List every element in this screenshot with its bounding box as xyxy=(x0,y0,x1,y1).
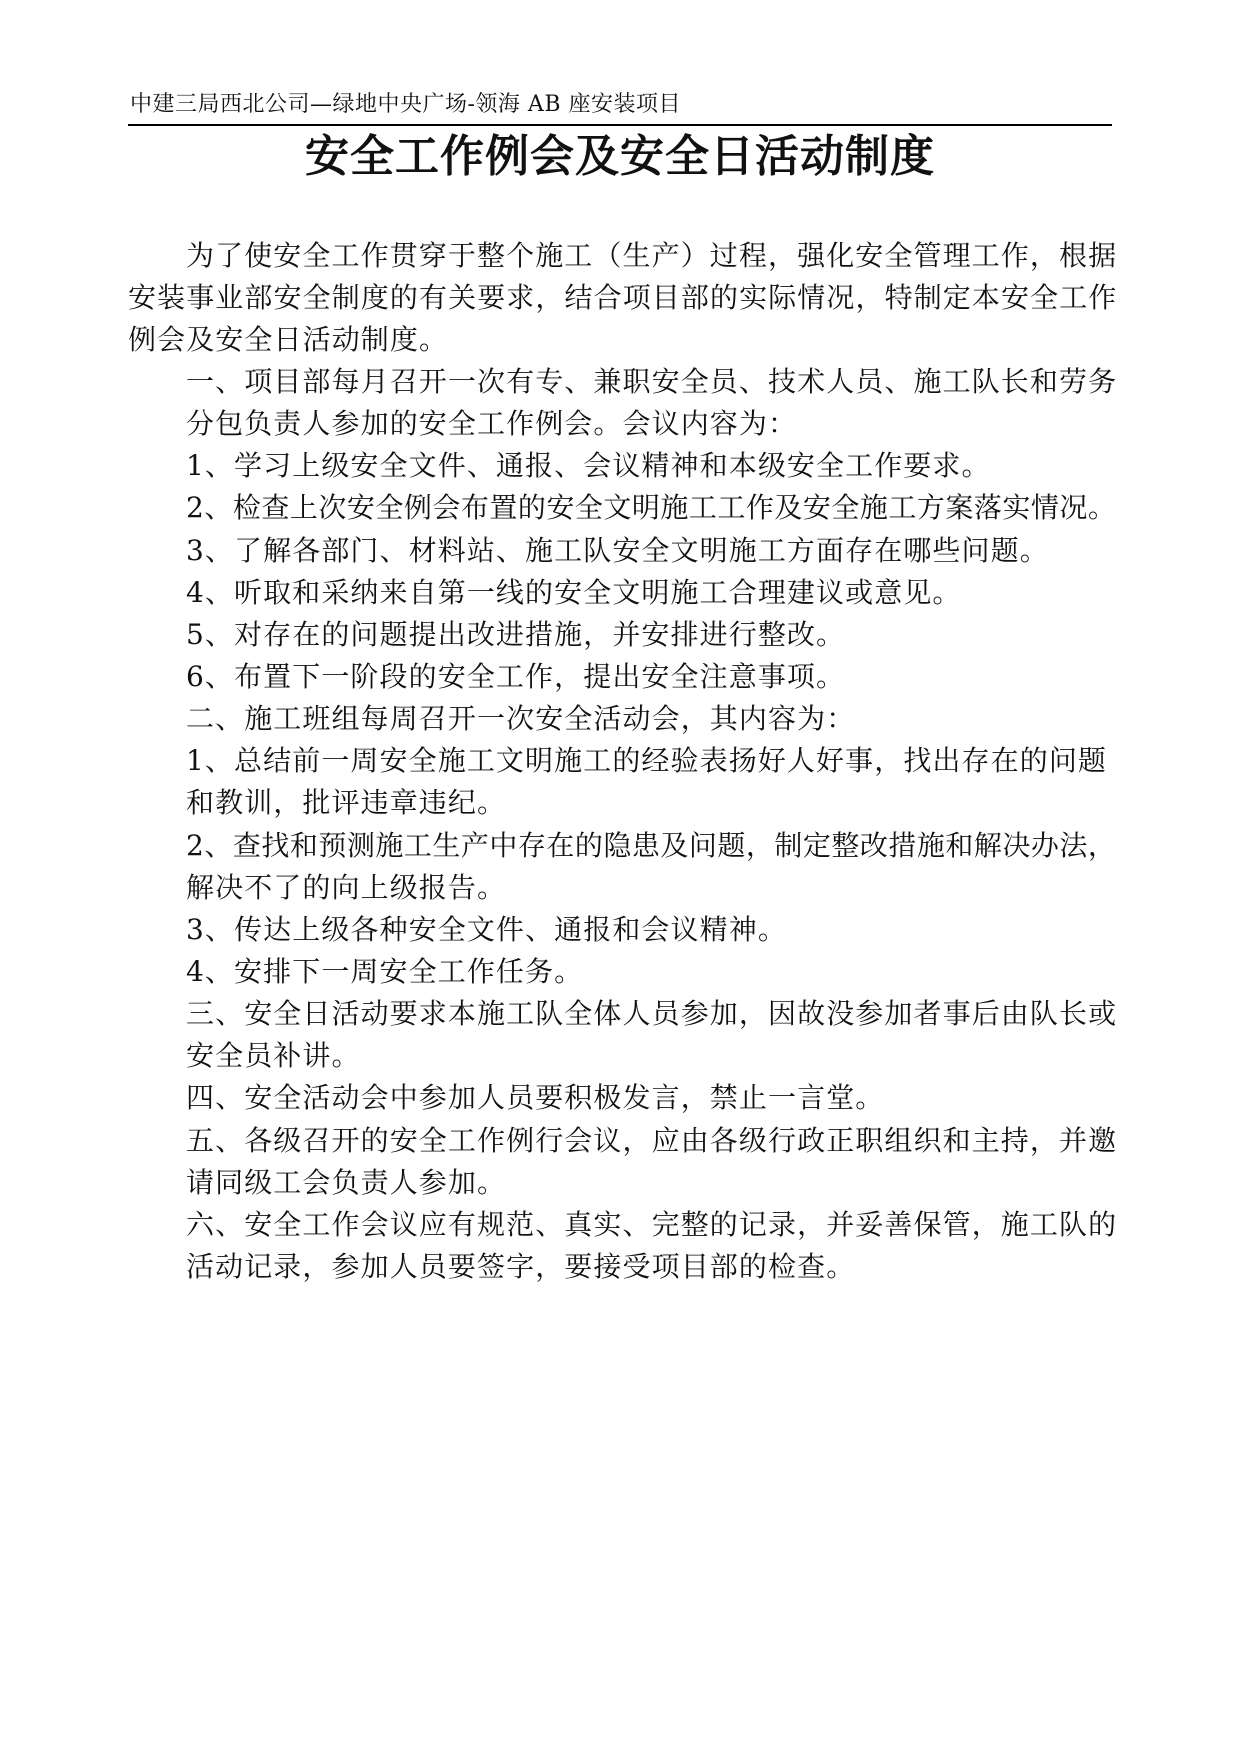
body-line: 为了使安全工作贯穿于整个施工（生产）过程，强化安全管理工作，根据 xyxy=(186,239,1118,272)
body-line: 四、安全活动会中参加人员要积极发言，禁止一言堂。 xyxy=(186,1081,885,1114)
body-line: 分包负责人参加的安全工作例会。会议内容为： xyxy=(186,407,798,440)
body-line: 二、施工班组每周召开一次安全活动会，其内容为： xyxy=(186,702,856,735)
body-line: 4、听取和采纳来自第一线的安全文明施工合理建议或意见。 xyxy=(186,576,962,609)
body-line: 请同级工会负责人参加。 xyxy=(186,1166,507,1199)
body-line: 解决不了的向上级报告。 xyxy=(186,871,507,904)
body-line: 和教训，批评违章违纪。 xyxy=(186,786,507,819)
body-line: 4、安排下一周安全工作任务。 xyxy=(186,955,584,988)
body-line: 三、安全日活动要求本施工队全体人员参加，因故没参加者事后由队长或 xyxy=(186,997,1118,1030)
body-line: 2、查找和预测施工生产中存在的隐患及问题，制定整改措施和解决办法， xyxy=(186,829,1117,862)
body-line: 6、布置下一阶段的安全工作，提出安全注意事项。 xyxy=(186,660,846,693)
body-line: 5、对存在的问题提出改进措施，并安排进行整改。 xyxy=(186,618,846,651)
body-line: 3、了解各部门、材料站、施工队安全文明施工方面存在哪些问题。 xyxy=(186,534,1049,567)
body-line: 六、安全工作会议应有规范、真实、完整的记录，并妥善保管，施工队的 xyxy=(186,1208,1118,1241)
body-line: 活动记录，参加人员要签字，要接受项目部的检查。 xyxy=(186,1250,856,1283)
body-line: 例会及安全日活动制度。 xyxy=(128,323,449,356)
body-line: 1、总结前一周安全施工文明施工的经验表扬好人好事，找出存在的问题 xyxy=(186,744,1108,777)
body-line: 3、传达上级各种安全文件、通报和会议精神。 xyxy=(186,913,787,946)
body-line: 安装事业部安全制度的有关要求，结合项目部的实际情况，特制定本安全工作 xyxy=(128,281,1118,314)
body-line: 五、各级召开的安全工作例行会议，应由各级行政正职组织和主持，并邀 xyxy=(186,1124,1118,1157)
body-line: 1、学习上级安全文件、通报、会议精神和本级安全工作要求。 xyxy=(186,449,991,482)
body-line: 安全员补讲。 xyxy=(186,1039,361,1072)
body-line: 一、项目部每月召开一次有专、兼职安全员、技术人员、施工队长和劳务 xyxy=(186,365,1118,398)
header-text: 中建三局西北公司—绿地中央广场-领海 AB 座安装项目 xyxy=(130,92,681,117)
document-title: 安全工作例会及安全日活动制度 xyxy=(305,131,935,182)
body-line: 2、检查上次安全例会布置的安全文明施工工作及安全施工方案落实情况。 xyxy=(186,491,1117,524)
